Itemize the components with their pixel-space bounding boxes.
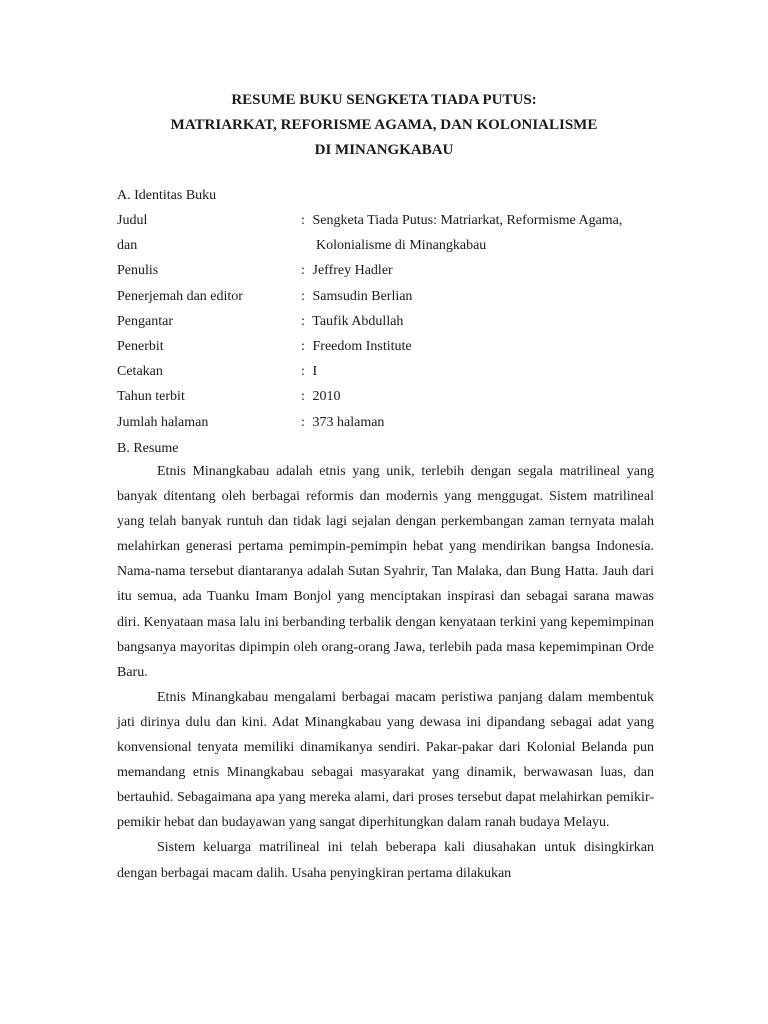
identity-row-penerbit — [117, 334, 657, 359]
identity-label: Jumlah halaman — [117, 414, 209, 430]
book-identity-table — [117, 208, 657, 435]
identity-label: Tahun terbit — [117, 389, 185, 405]
identity-row-jumlah-halaman — [117, 410, 657, 435]
identity-value: Freedom Institute — [309, 339, 412, 355]
identity-label: Penulis — [117, 263, 159, 279]
identity-row-penerjemah — [117, 284, 657, 309]
identity-value: Samsudin Berlian — [309, 288, 413, 304]
identity-label: Judul — [117, 213, 148, 228]
identity-label: Penerbit — [117, 339, 164, 355]
title-line-1: RESUME BUKU SENGKETA TIADA PUTUS: — [231, 92, 537, 108]
identity-colon: : — [301, 288, 305, 304]
identity-label: Cetakan — [117, 364, 163, 380]
identity-row-judul — [117, 208, 657, 233]
identity-row-tahun-terbit — [117, 384, 657, 409]
resume-body — [117, 459, 654, 886]
document-title — [0, 88, 768, 163]
section-b-heading: B. Resume — [117, 441, 179, 456]
identity-colon: : — [301, 263, 305, 279]
resume-paragraph-1: Etnis Minangkabau adalah etnis yang unik, terlebih dengan segala matrilineal yang banyak ditentang oleh berbagai reformis dan modernis yang menggugat. Sistem matrilineal yang telah banyak runtuh dan tidak lagi sejalan dengan perkembangan zaman ternyata malah melahirkan generasi pertama pemimpin-pemimpin hebat yang mendirikan bangsa Indonesia. Nama-nama tersebut diantaranya adalah Sutan Syahrir, Tan Malaka, dan Bung Hatta. Jauh dari itu semua, ada Tuanku Imam Bonjol yang menciptakan inspirasi dan sebagai sarana mawas diri. Kenyataan masa lalu ini berbanding terbalik dengan kenyataan terkini yang kepemimpinan bangsanya mayoritas dipimpin oleh orang-orang Jawa, terlebih pada masa kepemimpinan Orde Baru. — [117, 464, 654, 680]
title-line-2: MATRIARKAT, REFORISME AGAMA, DAN KOLONIALISME — [170, 117, 598, 133]
identity-colon — [301, 233, 309, 258]
identity-row-cetakan — [117, 359, 657, 384]
identity-row-pengantar — [117, 309, 657, 334]
identity-colon: : — [301, 389, 305, 405]
section-a-heading: A. Identitas Buku — [117, 188, 217, 203]
resume-paragraph-2: Etnis Minangkabau mengalami berbagai macam peristiwa panjang dalam membentuk jati dirinya dulu dan kini. Adat Minangkabau yang dewasa ini dipandang sebagai adat yang konvensional tenyata memiliki dinamikanya sendiri. Pakar-pakar dari Kolonial Belanda pun memandang etnis Minangkabau sebagai masyarakat yang dinamik, berwawasan luas, dan bertauhid. Sebagaimana apa yang mereka alami, dari proses tersebut dapat melahirkan pemikir-pemikir hebat dan budayawan yang sangat diperhitungkan dalam ranah budaya Melayu. — [117, 689, 654, 831]
identity-value: Taufik Abdullah — [309, 313, 404, 329]
identity-label: dan — [117, 238, 138, 254]
identity-value: Sengketa Tiada Putus: Matriarkat, Reformisme Agama, — [309, 213, 623, 228]
identity-value: 2010 — [309, 389, 341, 405]
identity-label: Pengantar — [117, 313, 173, 329]
title-line-3: DI MINANGKABAU — [314, 142, 454, 158]
resume-paragraph-3: Sistem keluarga matrilineal ini telah beberapa kali diusahakan untuk disingkirkan dengan berbagai macam dalih. Usaha penyingkiran pertama dilakukan — [117, 840, 654, 881]
identity-value: Kolonialisme di Minangkabau — [309, 238, 487, 254]
identity-value: Jeffrey Hadler — [309, 263, 393, 279]
identity-value: 373 halaman — [309, 414, 385, 430]
identity-colon: : — [301, 213, 305, 228]
identity-colon: : — [301, 339, 305, 355]
identity-row-penulis — [117, 258, 657, 283]
identity-row-dan — [117, 233, 657, 258]
identity-label: Penerjemah dan editor — [117, 288, 243, 304]
identity-value: I — [309, 364, 318, 380]
identity-colon: : — [301, 313, 305, 329]
identity-colon: : — [301, 414, 305, 430]
identity-colon: : — [301, 364, 305, 380]
